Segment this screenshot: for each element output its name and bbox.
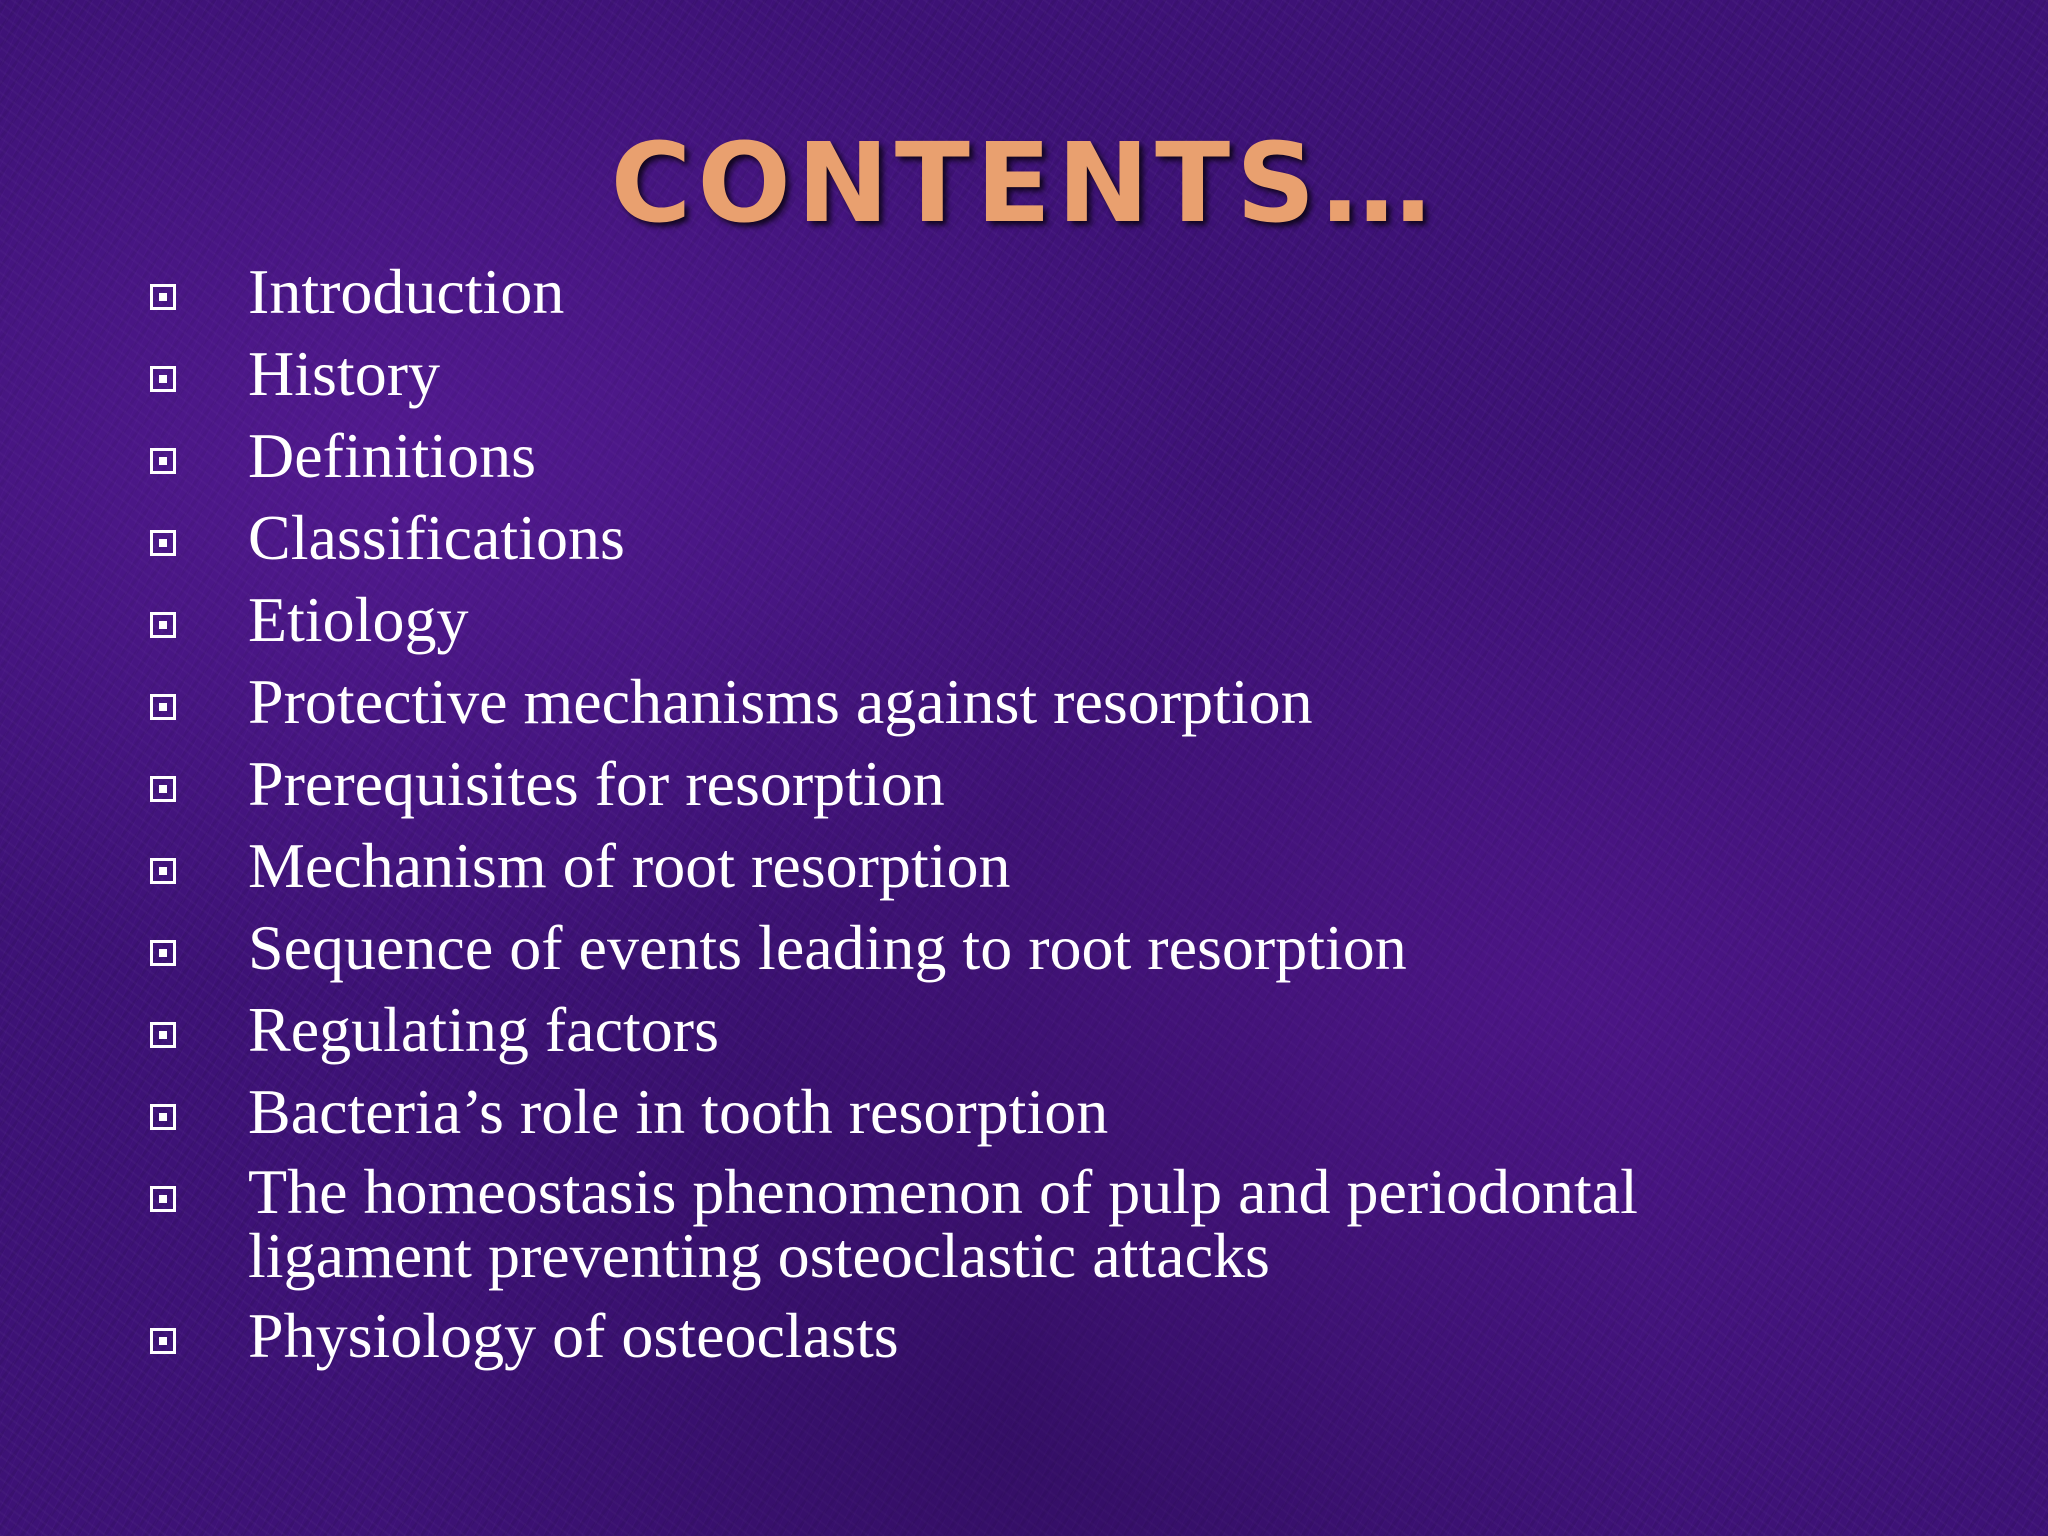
- square-bullet-icon: [150, 1328, 176, 1354]
- list-item: [150, 832, 1950, 900]
- list-item-label: Prerequisites for resorption: [248, 748, 945, 819]
- list-item: [150, 504, 1950, 572]
- square-bullet-icon: [150, 530, 176, 556]
- list-item-label: Protective mechanisms against resorption: [248, 666, 1313, 737]
- list-item-label: Mechanism of root resorption: [248, 830, 1011, 901]
- list-item: [150, 914, 1950, 982]
- list-item-label: History: [248, 338, 440, 409]
- list-item: [150, 996, 1950, 1064]
- list-item: [150, 258, 1950, 326]
- square-bullet-icon: [150, 940, 176, 966]
- list-item: [150, 1156, 1950, 1291]
- contents-list: [150, 258, 1950, 1384]
- list-item-label: Definitions: [248, 420, 536, 491]
- list-item: [150, 586, 1950, 654]
- slide-title: CONTENTS…: [610, 119, 1438, 247]
- square-bullet-icon: [150, 612, 176, 638]
- list-item-label: Introduction: [248, 256, 565, 327]
- list-item-label: Etiology: [248, 584, 469, 655]
- square-bullet-icon: [150, 694, 176, 720]
- list-item-label: Regulating factors: [248, 994, 719, 1065]
- square-bullet-icon: [150, 448, 176, 474]
- list-item: [150, 1302, 1950, 1370]
- square-bullet-icon: [150, 776, 176, 802]
- list-item-label: The homeostasis phenomenon of pulp and periodontal ligament preventing osteoclastic attacks: [248, 1156, 1638, 1291]
- square-bullet-icon: [150, 1104, 176, 1130]
- list-item: [150, 340, 1950, 408]
- list-item: [150, 750, 1950, 818]
- list-item-label: Physiology of osteoclasts: [248, 1300, 899, 1371]
- list-item: [150, 422, 1950, 490]
- list-item-label: Classifications: [248, 502, 625, 573]
- list-item-label: Sequence of events leading to root resorption: [248, 912, 1407, 983]
- list-item-label: Bacteria’s role in tooth resorption: [248, 1076, 1109, 1147]
- list-item: [150, 668, 1950, 736]
- square-bullet-icon: [150, 1186, 176, 1212]
- list-item: [150, 1078, 1950, 1146]
- square-bullet-icon: [150, 284, 176, 310]
- square-bullet-icon: [150, 858, 176, 884]
- square-bullet-icon: [150, 1022, 176, 1048]
- square-bullet-icon: [150, 366, 176, 392]
